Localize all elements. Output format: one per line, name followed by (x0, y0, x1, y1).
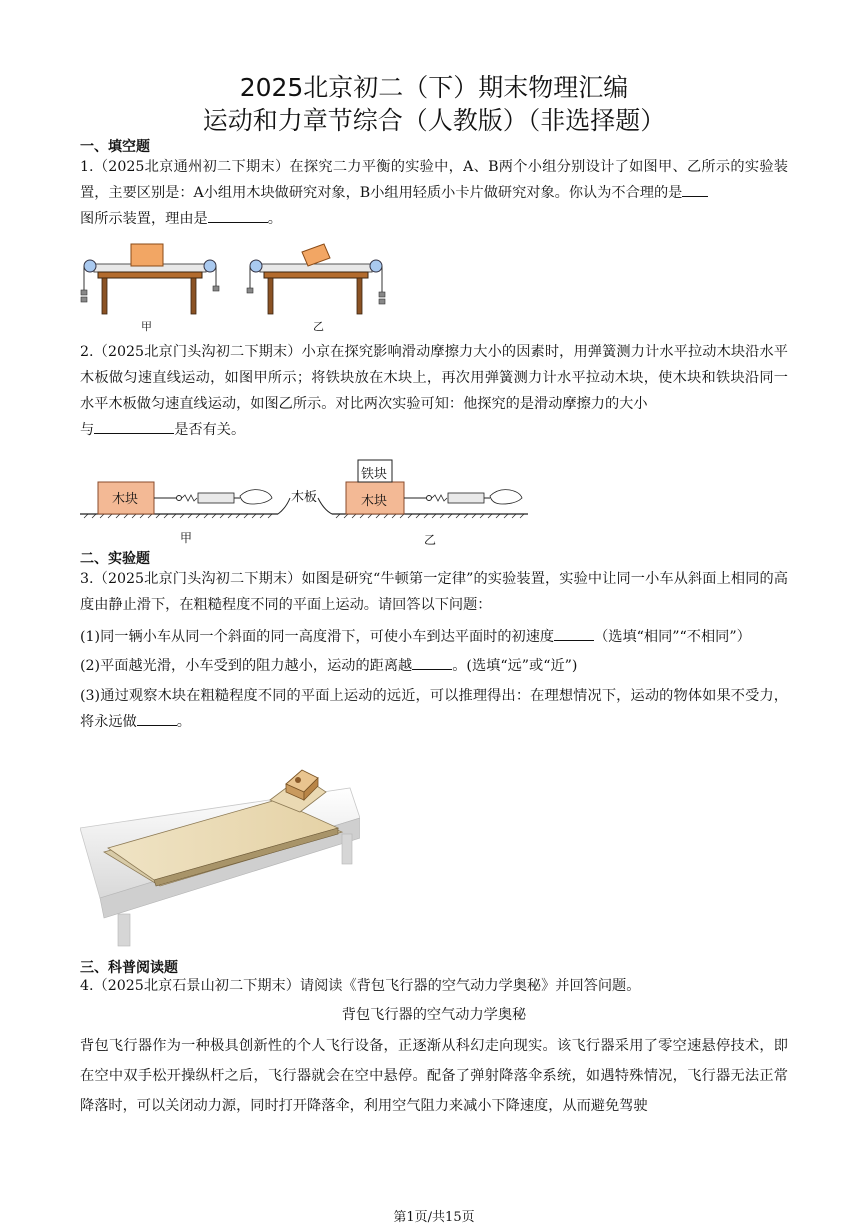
q2-figure-yi (318, 460, 528, 518)
question-3-part-3: (3)通过观察木块在粗糙程度不同的平面上运动的远近，可以推理得出：在理想情况下，运动的物体如果不受力，将永远做 。 (80, 688, 788, 730)
q1-text2: 图所示装置，理由是 (80, 211, 208, 227)
q1-figure-table-a (81, 244, 219, 314)
q1-figure-table-b (247, 244, 385, 314)
article-body: 背包飞行器作为一种极具创新性的个人飞行设备，正逐渐从科幻走向现实。该飞行器采用了零空速悬停技术，即在空中双手松开操纵杆之后，飞行器就会在空中悬停。配备了弹射降落伞系统，如遇特殊情况，飞行器无法正常降落时，可以关闭动力源，同时打开降落伞，利用空气阻力来减小下降速度，从而避免驾驶 (80, 1038, 788, 1114)
question-3-intro: 3.（2025北京门头沟初二下期末）如图是研究“牛顿第一定律”的实验装置，实验中让同一小车从斜面上相同的高度由静止滑下，在粗糙程度不同的平面上运动。请回答以下问题： (80, 571, 788, 613)
question-1: 1.（2025北京通州初二下期末）在探究二力平衡的实验中，A、B两个小组分别设计了如图甲、乙所示的实验装置，主要区别是：A小组用木块做研究对象，B小组用轻质小卡片做研究对象。你认为不合理的是 图所示装置，理由是 。 (80, 159, 788, 227)
article-title: 背包飞行器的空气动力学奥秘 (341, 1007, 527, 1023)
q1-fig-label-jia: 甲 (141, 320, 152, 333)
page-footer: 第1页/共15页 (393, 1210, 475, 1225)
q2-label-iron: 铁块 (361, 467, 388, 482)
question-4-intro: 4.（2025北京石景山初二下期末）请阅读《背包飞行器的空气动力学奥秘》并回答问题。 (80, 978, 641, 994)
q2-label-block-jia: 木块 (112, 492, 139, 507)
doc-title-line2: 运动和力章节综合（人教版）（非选择题） (202, 106, 666, 135)
q2-label-block-yi: 木块 (361, 494, 388, 509)
question-2: 2.（2025北京门头沟初二下期末）小京在探究影响滑动摩擦力大小的因素时，用弹簧测力计水平拉动木块沿水平木板做匀速直线运动，如图甲所示；将铁块放在木块上，再次用弹簧测力计水平拉动木块，使木块和铁块沿同一水平木板做匀速直线运动，如图乙所示。对比两次实验可知：他探究的是滑动摩擦力的大小 与 是否有关。 (80, 344, 788, 438)
q3-figure-incline-apparatus (80, 748, 360, 948)
q1-blank-1 (682, 182, 708, 197)
q1-fig-label-yi: 乙 (313, 320, 324, 333)
q1-text: 1.（2025北京通州初二下期末）在探究二力平衡的实验中，A、B两个小组分别设计了如图甲、乙所示的实验装置，主要区别是：A小组用木块做研究对象，B小组用轻质小卡片做研究对象。你认为不合理的是 (80, 159, 788, 201)
q2-text: 2.（2025北京门头沟初二下期末）小京在探究影响滑动摩擦力大小的因素时，用弹簧测力计水平拉动木块沿水平木板做匀速直线运动，如图甲所示；将铁块放在木块上，再次用弹簧测力计水平拉动木块，使木块和铁块沿同一水平木板做匀速直线运动，如图乙所示。对比两次实验可知：他探究的是滑动摩擦力的大小 (80, 344, 788, 412)
q1-figure-balance-setup (76, 240, 396, 332)
section-experiment: 二、实验题 (80, 551, 150, 567)
q3-blank-2 (412, 655, 452, 670)
question-3-part-1: (1)同一辆小车从同一个斜面的同一高度滑下，可使小车到达平面时的初速度 （选填“相同”“不相同”） (80, 625, 751, 649)
section-fill-blank: 一、填空题 (80, 139, 150, 155)
q2-label-jia: 甲 (180, 531, 193, 545)
question-3-part-2: (2)平面越光滑，小车受到的阻力越小，运动的距离越 。(选填“远”或“近”) (80, 654, 577, 678)
q3-blank-1 (554, 626, 594, 641)
q2-blank (94, 419, 174, 434)
section-science-reading: 三、科普阅读题 (80, 960, 178, 976)
q2-label-yi: 乙 (424, 533, 437, 547)
doc-title-line1: 2025北京初二（下）期末物理汇编 (239, 73, 629, 102)
q3-blank-3 (137, 711, 177, 726)
q1-blank-2 (208, 208, 268, 223)
q2-label-board: 木板 (291, 490, 318, 505)
